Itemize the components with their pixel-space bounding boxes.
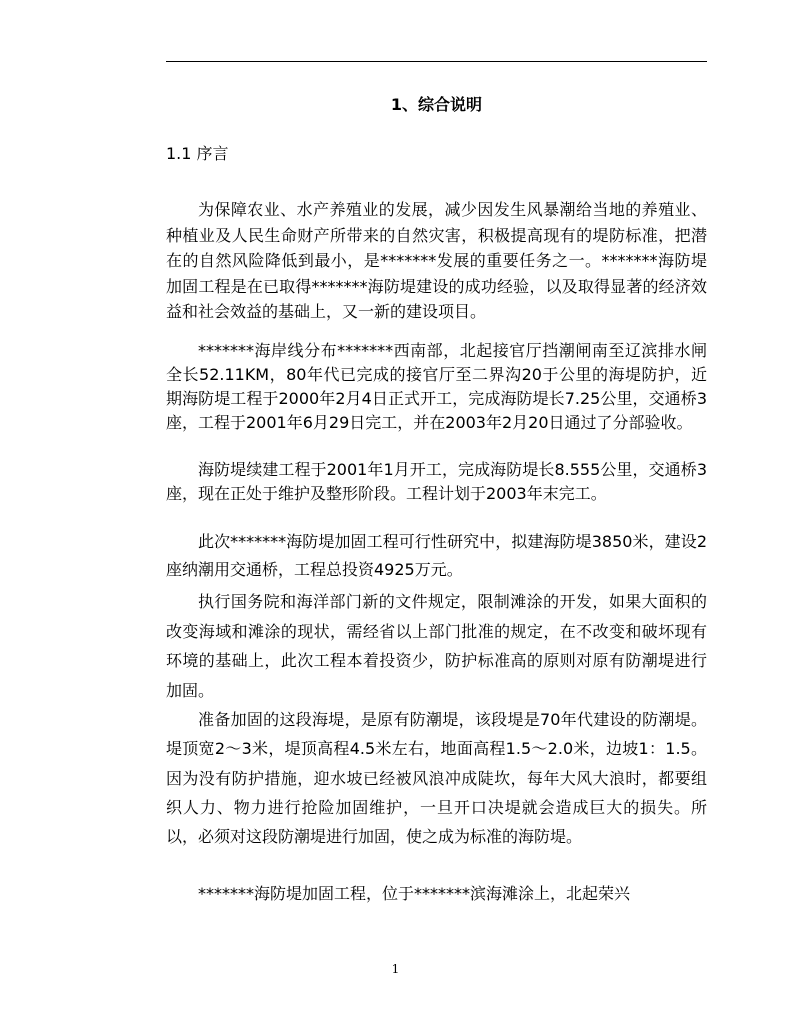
- paragraph-7: *******海防堤加固工程，位于*******滨海滩涂上，北起荣兴: [198, 884, 631, 903]
- subsection-title: 1.1 序言: [166, 144, 229, 163]
- paragraph-5: 执行国务院和海洋部门新的文件规定，限制滩涂的开发，如果大面积的改变海域和滩涂的现状，需经省以上部门批准的规定，在不改变和破坏现有环境的基础上，此次工程本着投资少，防护标准高的原则对原有防潮堤进行加固。: [166, 592, 707, 700]
- paragraph-3: 海防堤续建工程于2001年1月开工，完成海防堤长8.555公里，交通桥3座，现在正处于维护及整形阶段。工程计划于2003年末完工。: [166, 460, 707, 503]
- paragraph-2: *******海岸线分布*******西南部，北起接官厅挡潮闸南至辽滨排水闸全长52.11KM，80年代已完成的接官厅至二界沟20于公里的海堤防护，近期海防堤工程于2000年2月4日正式开工，完成海防堤长7.25公里，交通桥3座，工程于2001年6月29日完工，并在2003年2月20日通过了分部验收。: [166, 341, 707, 432]
- section-title: 1、综合说明: [390, 95, 483, 114]
- page-number: 1: [391, 962, 400, 976]
- paragraph-6: 准备加固的这段海堤，是原有防潮堤，该段堤是70年代建设的防潮堤。堤顶宽2～3米，堤顶高程4.5米左右，地面高程1.5～2.0米，边坡1：1.5。因为没有防护措施，迎水坡已经被风浪冲成陡坎，每年大风大浪时，都要组织人力、物力进行抢险加固维护，一旦开口决堤就会造成巨大的损失。所以，必须对这段防潮堤进行加固，使之成为标准的海防堤。: [166, 710, 707, 847]
- paragraph-4: 此次*******海防堤加固工程可行性研究中，拟建海防堤3850米，建设2座纳潮用交通桥，工程总投资4925万元。: [166, 532, 707, 579]
- paragraph-1: 为保障农业、水产养殖业的发展，减少因发生风暴潮给当地的养殖业、种植业及人民生命财产所带来的自然灾害，积极提高现有的堤防标准，把潜在的自然风险降低到最小，是*******发展的重要任务之一。*******海防堤加固工程是在已取得*******海防堤建设的成功经验，以及取得显著的经济效益和社会效益的基础上，又一新的建设项目。: [166, 200, 707, 321]
- header-rule: [166, 61, 707, 62]
